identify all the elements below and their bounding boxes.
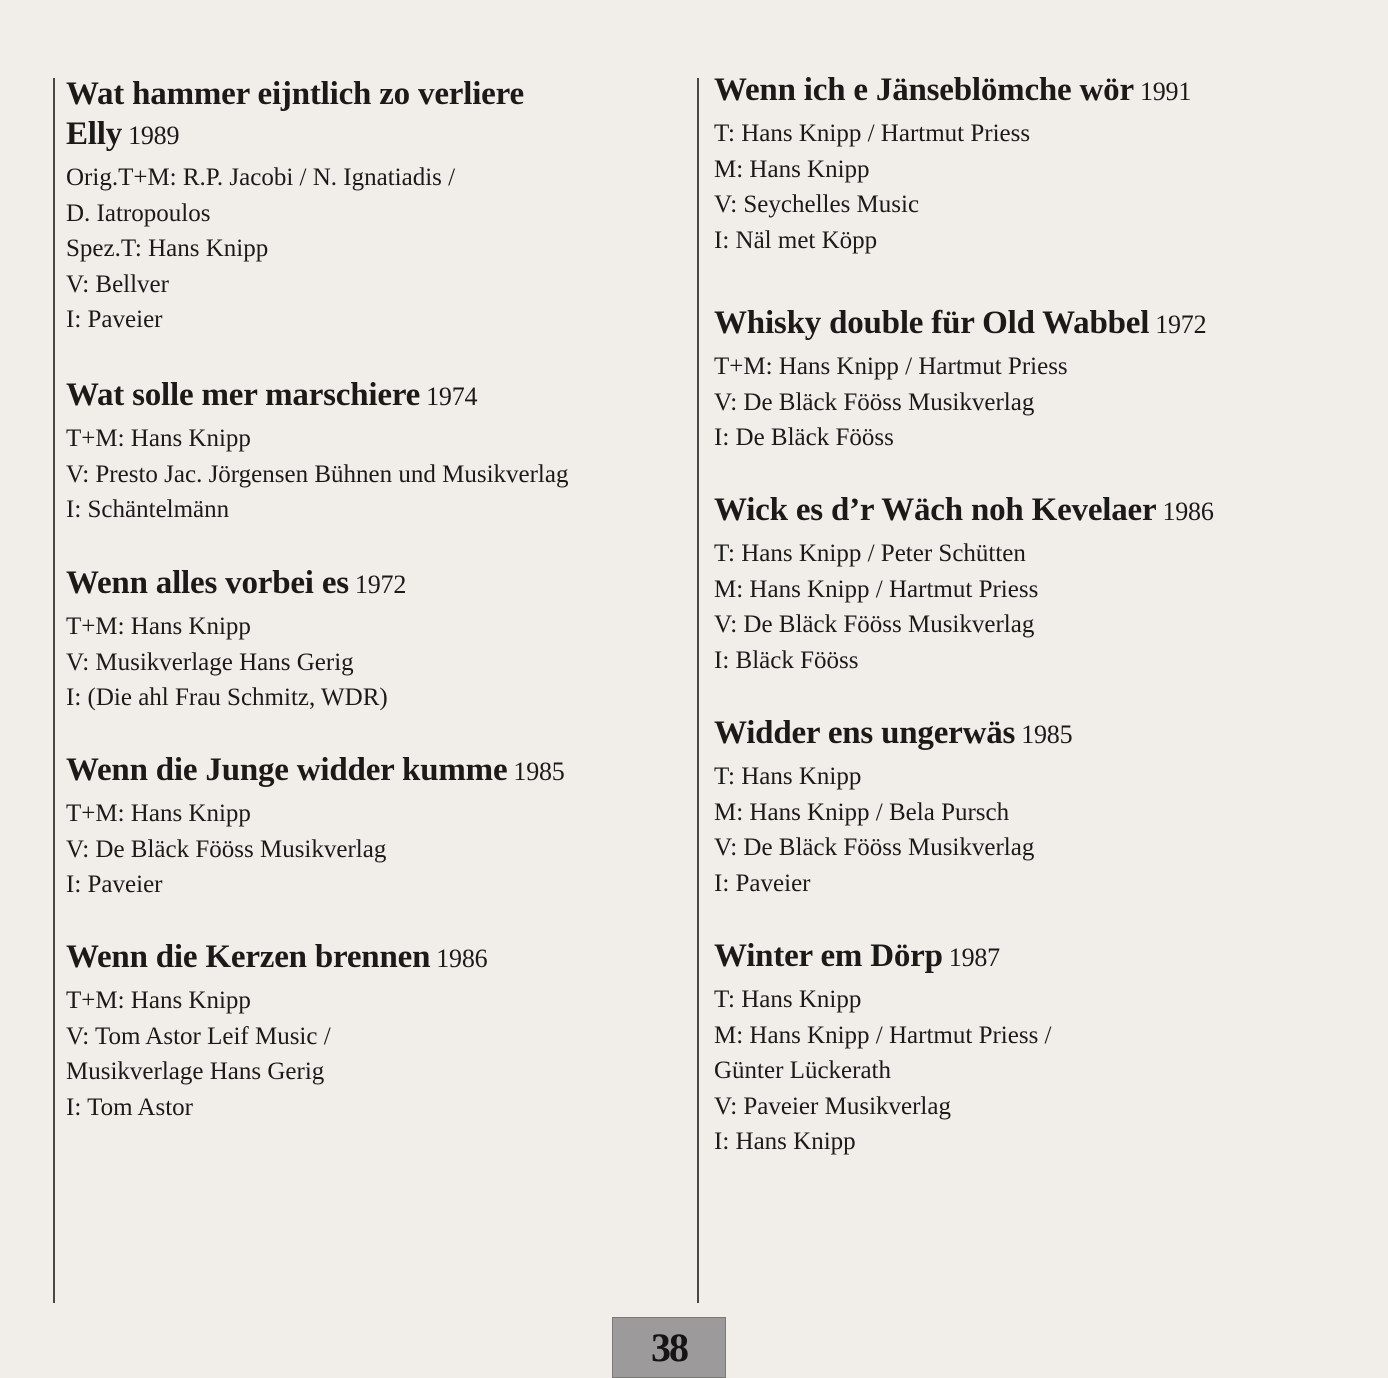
song-entry (714, 70, 1354, 258)
song-credits (714, 982, 1354, 1160)
song-credits (66, 609, 666, 716)
credit-line: T+M: Hans Knipp (66, 613, 251, 640)
song-year: 1986 (1162, 497, 1214, 526)
page-number: 38 (612, 1317, 726, 1378)
song-year: 1972 (1155, 310, 1207, 339)
credit-line: T+M: Hans Knipp (66, 425, 251, 452)
credit-line: V: De Bläck Fööss Musikverlag (66, 835, 387, 863)
credit-line: V: Bellver (66, 270, 169, 298)
credit-line: T+M: Hans Knipp (66, 800, 251, 827)
credit-line: T: Hans Knipp / Hartmut Priess (714, 120, 1031, 147)
song-title: Wenn die Junge widder kumme 1985 (66, 752, 565, 788)
credit-line: M: Hans Knipp / Hartmut Priess / (714, 1021, 1052, 1049)
song-title: Wenn ich e Jänseblömche wör 1991 (714, 72, 1192, 108)
credit-line: I: Paveier (66, 306, 163, 333)
song-year: 1991 (1139, 77, 1192, 106)
song-title: Winter em Dörp 1987 (714, 938, 1000, 974)
credit-line: T+M: Hans Knipp / Hartmut Priess (714, 353, 1068, 380)
song-year: 1974 (426, 382, 478, 411)
song-year: 1985 (513, 757, 565, 786)
credit-line: M: Hans Knipp / Bela Pursch (714, 798, 1010, 826)
song-year: 1985 (1021, 720, 1073, 749)
credit-line: V: Musikverlage Hans Gerig (66, 648, 354, 676)
credit-line: V: Paveier Musikverlag (714, 1092, 951, 1120)
credit-line: I: Schäntelmänn (66, 496, 230, 523)
credit-line: I: Paveier (66, 871, 163, 898)
credit-line: I: Paveier (714, 869, 811, 897)
song-credits (66, 796, 666, 903)
song-entry (66, 750, 666, 903)
song-credits (66, 160, 666, 338)
credit-line: T+M: Hans Knipp (66, 987, 251, 1014)
credit-line: I: De Bläck Fööss (714, 424, 894, 451)
credit-line: V: De Bläck Fööss Musikverlag (714, 388, 1035, 416)
song-entry (714, 490, 1354, 678)
song-credits (714, 536, 1354, 678)
credit-line: D. Iatropoulos (66, 199, 211, 227)
credit-line: I: (Die ahl Frau Schmitz, WDR) (66, 684, 388, 711)
credit-line: Günter Lückerath (714, 1057, 892, 1084)
song-year: 1986 (436, 944, 488, 973)
credit-line: M: Hans Knipp (714, 155, 870, 183)
credit-line: T: Hans Knipp (714, 763, 862, 790)
song-entry (66, 563, 666, 716)
column-divider-left (53, 78, 55, 1303)
song-year: 1972 (354, 570, 407, 599)
credit-line: V: Tom Astor Leif Music / (66, 1022, 331, 1050)
song-credits (714, 116, 1354, 258)
song-entry (66, 74, 666, 338)
song-entry (714, 713, 1354, 901)
credit-line: T: Hans Knipp / Peter Schütten (714, 540, 1026, 567)
credit-line: V: Presto Jac. Jörgensen Bühnen und Musikverlag (66, 460, 569, 488)
credit-line: I: Näl met Köpp (714, 226, 878, 254)
song-credits (66, 983, 666, 1125)
song-title: Whisky double für Old Wabbel 1972 (714, 305, 1207, 341)
song-entry (66, 937, 666, 1125)
song-title: Elly 1989 (66, 116, 180, 152)
song-title: Widder ens ungerwäs 1985 (714, 715, 1073, 751)
column-divider-right (697, 78, 699, 1303)
credit-line: M: Hans Knipp / Hartmut Priess (714, 575, 1039, 603)
song-credits (714, 759, 1354, 901)
credit-line: Orig.T+M: R.P. Jacobi / N. Ignatiadis / (66, 164, 456, 191)
credit-line: Spez.T: Hans Knipp (66, 235, 269, 262)
song-title: Wenn alles vorbei es 1972 (66, 565, 407, 601)
credit-line: V: De Bläck Fööss Musikverlag (714, 834, 1035, 861)
credit-line: V: Seychelles Music (714, 191, 920, 218)
credit-line: I: Tom Astor (66, 1093, 193, 1121)
song-entry (66, 375, 666, 528)
song-title: Wat hammer eijntlich zo verliere (66, 76, 524, 112)
credit-line: T: Hans Knipp (714, 986, 862, 1013)
song-credits (714, 349, 1354, 456)
song-entry (714, 936, 1354, 1160)
song-title: Wenn die Kerzen brennen 1986 (66, 939, 488, 975)
song-title: Wick es d’r Wäch noh Kevelaer 1986 (714, 492, 1214, 528)
song-year: 1989 (128, 121, 180, 150)
credit-line: Musikverlage Hans Gerig (66, 1058, 325, 1085)
credit-line: I: Hans Knipp (714, 1128, 856, 1155)
song-entry (714, 303, 1354, 456)
song-credits (66, 421, 666, 528)
credit-line: V: De Bläck Fööss Musikverlag (714, 611, 1035, 638)
song-year: 1987 (948, 943, 1000, 972)
song-title: Wat solle mer marschiere 1974 (66, 377, 478, 413)
credit-line: I: Bläck Fööss (714, 646, 859, 674)
